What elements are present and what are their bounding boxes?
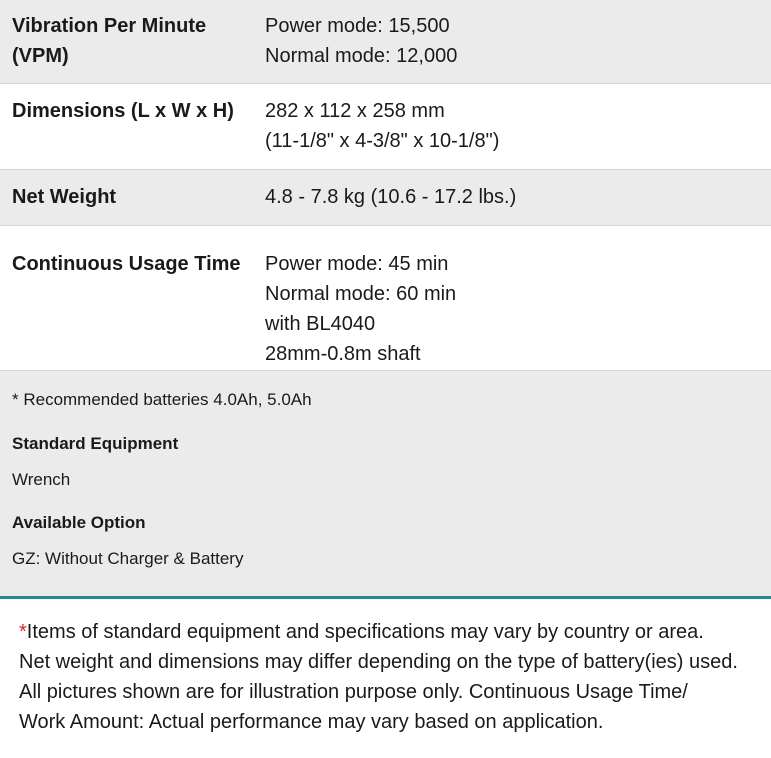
spec-value-line: Power mode: 45 min — [265, 253, 449, 275]
asterisk-mark: * — [19, 621, 27, 643]
spec-value-line: 28mm-0.8m shaft — [265, 343, 421, 365]
spec-label — [0, 11, 265, 83]
spec-label-line: Vibration Per Minute — [12, 15, 207, 37]
spec-row-net-weight — [0, 170, 771, 226]
spec-label — [0, 182, 265, 225]
available-option-value: GZ: Without Charger & Battery — [12, 549, 244, 568]
spec-value — [265, 96, 771, 169]
spec-value — [265, 249, 771, 370]
disclaimer-line-2: Net weight and dimensions may differ depending on the type of battery(ies) used. — [19, 651, 738, 673]
available-option-heading: Available Option — [12, 513, 146, 532]
spec-label — [0, 249, 265, 370]
spec-value-line: Normal mode: 60 min — [265, 283, 457, 305]
spec-value-line: 282 x 112 x 258 mm — [265, 100, 445, 122]
disclaimer-line-3: All pictures shown are for illustration purpose only. Continuous Usage Time/ — [19, 681, 688, 703]
spec-row-vpm — [0, 0, 771, 84]
spec-label-line: Net Weight — [12, 186, 117, 208]
spec-label-line: Dimensions (L x W x H) — [12, 100, 234, 122]
spec-value — [265, 11, 771, 83]
spec-label — [0, 96, 265, 169]
battery-note: * Recommended batteries 4.0Ah, 5.0Ah — [12, 390, 312, 409]
spec-value-line: Power mode: 15,500 — [265, 15, 450, 37]
spec-label-line: (VPM) — [12, 45, 69, 67]
standard-equipment-heading: Standard Equipment — [12, 434, 179, 453]
spec-row-dimensions — [0, 84, 771, 170]
spec-table — [0, 0, 771, 371]
notes-block — [0, 371, 771, 599]
spec-value-line: (11-1/8" x 4-3/8" x 10-1/8") — [265, 130, 500, 152]
standard-equipment-value: Wrench — [12, 470, 71, 489]
spec-label-line: Continuous Usage Time — [12, 253, 241, 275]
spec-value-line: 4.8 - 7.8 kg (10.6 - 17.2 lbs.) — [265, 186, 517, 208]
spec-row-continuous-usage — [0, 226, 771, 371]
disclaimer-text: Items of standard equipment and specifications may vary by country or area. — [26, 621, 704, 643]
disclaimer-line-1 — [19, 617, 771, 647]
disclaimer — [0, 599, 771, 737]
spec-value — [265, 182, 771, 225]
spec-value-line: with BL4040 — [265, 313, 376, 335]
disclaimer-line-4: Work Amount: Actual performance may vary based on application. — [19, 711, 604, 733]
spec-value-line: Normal mode: 12,000 — [265, 45, 458, 67]
